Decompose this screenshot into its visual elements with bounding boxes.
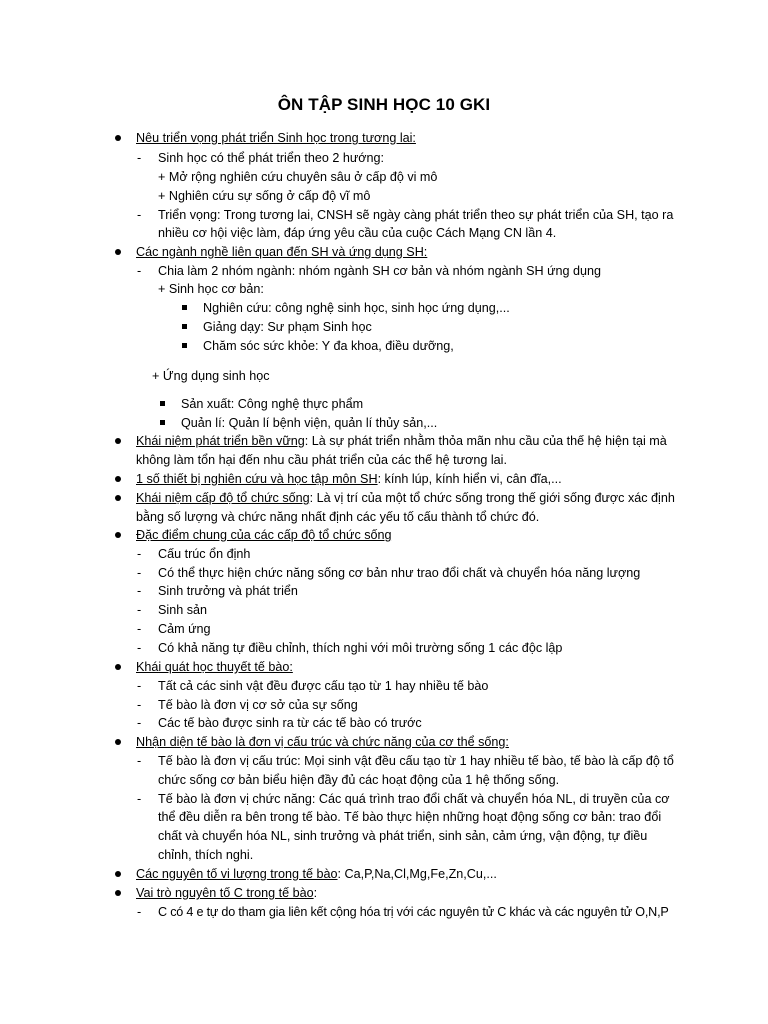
dash-icon: - bbox=[137, 584, 142, 598]
section-text: : kính lúp, kính hiển vi, cân đĩa,... bbox=[377, 472, 562, 486]
dash-icon: - bbox=[137, 679, 142, 693]
section-heading: Nêu triển vọng phát triển Sinh học trong tương lai: bbox=[136, 131, 416, 145]
square-bullet-icon bbox=[160, 401, 165, 406]
dash-icon: - bbox=[137, 641, 142, 655]
list-item: Sinh học có thể phát triển theo 2 hướng: bbox=[158, 151, 385, 165]
list-item-continued: thể đều diễn ra bên trong tế bào. Tế bào thực hiện những hoạt động sống cơ bản: trao đổi bbox=[158, 810, 662, 824]
section-paragraph bbox=[136, 489, 675, 508]
section-text: : Là sự phát triển nhằm thỏa mãn nhu cầu của thế hệ hiện tại mà bbox=[304, 434, 667, 448]
square-bullet-icon bbox=[160, 420, 165, 425]
dash-icon: - bbox=[137, 622, 142, 636]
bullet-icon bbox=[115, 664, 121, 670]
dash-icon: - bbox=[137, 264, 142, 278]
square-bullet-icon bbox=[182, 324, 187, 329]
list-item: Triển vọng: Trong tương lai, CNSH sẽ ngày càng phát triển theo sự phát triển của SH, tạo ra bbox=[158, 208, 674, 222]
square-bullet-icon bbox=[182, 305, 187, 310]
section-heading: Các nguyên tố vi lượng trong tế bào bbox=[136, 867, 338, 881]
list-item: Có thể thực hiện chức năng sống cơ bản như trao đổi chất và chuyển hóa năng lượng bbox=[158, 566, 641, 580]
dash-icon: - bbox=[137, 792, 142, 806]
list-item-continued: chất và chuyển hóa NL, sinh trưởng và phát triển, sinh sản, cảm ứng, vận động, tự điều bbox=[158, 829, 648, 843]
sub-sub-item: Giảng dạy: Sư phạm Sinh học bbox=[203, 320, 372, 334]
sub-item: + Nghiên cứu sự sống ở cấp độ vĩ mô bbox=[158, 189, 371, 203]
list-item: Cấu trúc ổn định bbox=[158, 547, 251, 561]
section-heading: 1 số thiết bị nghiên cứu và học tập môn SH bbox=[136, 472, 378, 486]
section-paragraph bbox=[136, 470, 562, 489]
bullet-icon bbox=[115, 890, 121, 896]
sub-sub-item: Quản lí: Quản lí bệnh viện, quản lí thủy sản,... bbox=[181, 416, 438, 430]
list-item: Cảm ứng bbox=[158, 622, 211, 636]
dash-icon: - bbox=[137, 698, 142, 712]
section-paragraph bbox=[136, 865, 497, 884]
dash-icon: - bbox=[137, 716, 142, 730]
sub-item: + Sinh học cơ bản: bbox=[158, 282, 264, 296]
section-heading: Các ngành nghề liên quan đến SH và ứng dụng SH: bbox=[136, 245, 428, 259]
section-heading: Nhận diện tế bào là đơn vị cấu trúc và chức năng của cơ thể sống: bbox=[136, 735, 509, 749]
section-text: : Là vị trí của một tổ chức sống trong thế giới sống được xác định bbox=[309, 491, 675, 505]
bullet-icon bbox=[115, 739, 121, 745]
list-item: Tế bào là đơn vị cơ sở của sự sống bbox=[158, 698, 358, 712]
bullet-icon bbox=[115, 532, 121, 538]
section-paragraph bbox=[136, 884, 317, 903]
dash-icon: - bbox=[137, 905, 142, 919]
dash-icon: - bbox=[137, 547, 142, 561]
sub-item: + Mở rộng nghiên cứu chuyên sâu ở cấp độ vi mô bbox=[158, 170, 438, 184]
sub-sub-item: Sản xuất: Công nghệ thực phẩm bbox=[181, 397, 364, 411]
list-item: Tất cả các sinh vật đều được cấu tạo từ 1 hay nhiều tế bào bbox=[158, 679, 489, 693]
list-item: Có khả năng tự điều chỉnh, thích nghi với môi trường sống 1 các độc lập bbox=[158, 641, 563, 655]
list-item-continued: chỉnh, thích nghi. bbox=[158, 848, 254, 862]
sub-sub-item: Chăm sóc sức khỏe: Y đa khoa, điều dưỡng, bbox=[203, 339, 454, 353]
list-item: Tế bào là đơn vị cấu trúc: Mọi sinh vật đều cấu tạo từ 1 hay nhiều tế bào, tế bào là cấp độ tổ bbox=[158, 754, 674, 768]
section-paragraph bbox=[136, 432, 667, 451]
dash-icon: - bbox=[137, 754, 142, 768]
list-item-continued: chức sống cơ bản biểu hiện đầy đủ các hoạt động của 1 hệ thống sống. bbox=[158, 773, 560, 787]
section-heading: Khái niệm phát triển bền vững bbox=[136, 434, 305, 448]
section-heading: Vai trò nguyên tố C trong tế bào bbox=[136, 886, 314, 900]
bullet-icon bbox=[115, 135, 121, 141]
square-bullet-icon bbox=[182, 343, 187, 348]
section-text-continued: không làm tổn hại đến nhu cầu phát triển của các thế hệ tương lai. bbox=[136, 453, 507, 467]
list-item-continued: nhiều cơ hội việc làm, đáp ứng yêu cầu của cuộc Cách Mạng CN lần 4. bbox=[158, 226, 557, 240]
section-heading: Khái quát học thuyết tế bào: bbox=[136, 660, 293, 674]
list-item: Tế bào là đơn vị chức năng: Các quá trình trao đổi chất và chuyển hóa NL, di truyền của cơ bbox=[158, 792, 670, 806]
list-item: Các tế bào được sinh ra từ các tế bào có trước bbox=[158, 716, 422, 730]
dash-icon: - bbox=[137, 151, 142, 165]
sub-sub-item: Nghiên cứu: công nghệ sinh học, sinh học ứng dụng,... bbox=[203, 301, 510, 315]
list-item: Sinh trưởng và phát triển bbox=[158, 584, 298, 598]
list-item: Sinh sản bbox=[158, 603, 208, 617]
bullet-icon bbox=[115, 438, 121, 444]
bullet-icon bbox=[115, 476, 121, 482]
list-item: C có 4 e tự do tham gia liên kết cộng hóa trị với các nguyên tử C khác và các nguyên tử O,N,P bbox=[158, 905, 669, 919]
dash-icon: - bbox=[137, 566, 142, 580]
bullet-icon bbox=[115, 871, 121, 877]
section-text: : bbox=[313, 886, 318, 900]
dash-icon: - bbox=[137, 603, 142, 617]
page-title: ÔN TẬP SINH HỌC 10 GKI bbox=[277, 95, 491, 114]
section-text: : Ca,P,Na,Cl,Mg,Fe,Zn,Cu,... bbox=[337, 867, 497, 881]
section-heading: Đặc điểm chung của các cấp độ tổ chức sống bbox=[136, 528, 392, 542]
sub-item: + Ứng dụng sinh học bbox=[152, 369, 270, 383]
section-heading: Khái niệm cấp độ tổ chức sống bbox=[136, 491, 310, 505]
section-text-continued: bằng số lượng và chức năng nhất định các yếu tố cấu thành tổ chức đó. bbox=[136, 510, 540, 524]
bullet-icon bbox=[115, 249, 121, 255]
list-item: Chia làm 2 nhóm ngành: nhóm ngành SH cơ bản và nhóm ngành SH ứng dụng bbox=[158, 264, 602, 278]
dash-icon: - bbox=[137, 208, 142, 222]
bullet-icon bbox=[115, 495, 121, 501]
